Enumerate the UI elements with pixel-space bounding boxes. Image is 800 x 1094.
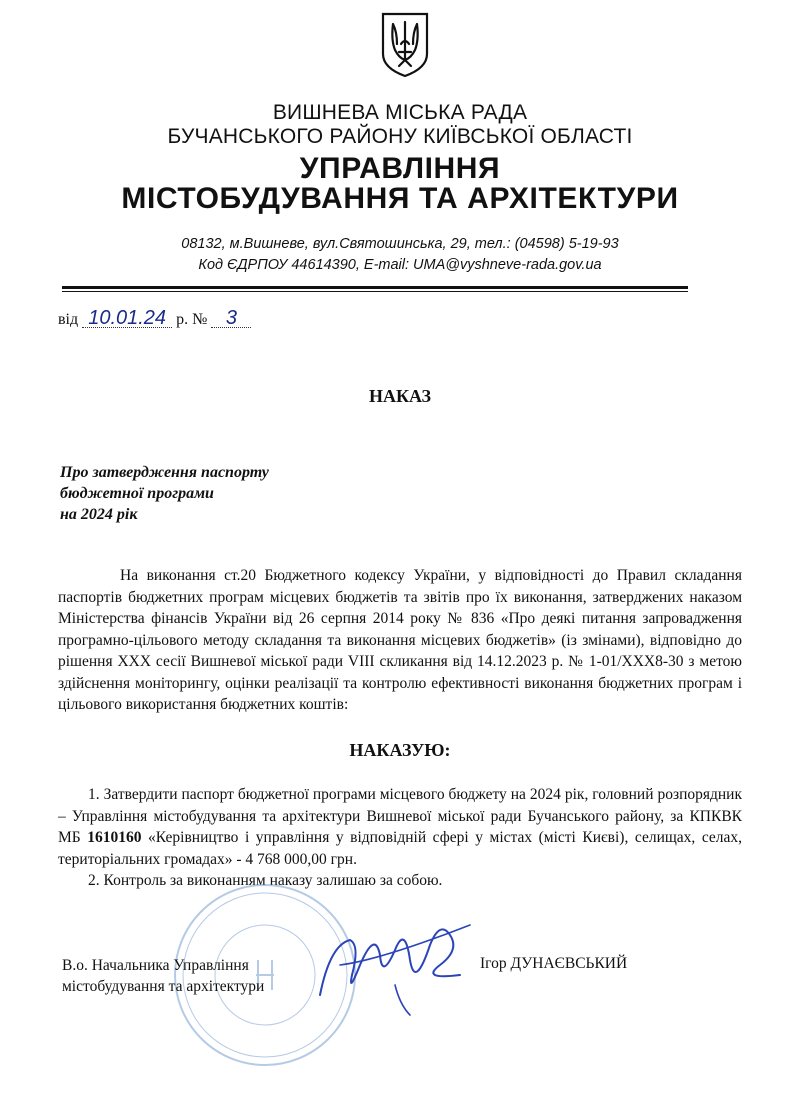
order-heading: НАКАЗУЮ: [349, 740, 451, 760]
header-divider-thick [62, 286, 688, 289]
document-date: 10.01.24 [82, 309, 172, 328]
number-label: р. № [176, 311, 208, 328]
position-line: В.о. Начальника Управління [62, 957, 249, 974]
subject-line: Про затвердження паспорту [60, 464, 269, 481]
item-number: 1. [88, 786, 100, 803]
item-text: Затвердити паспорт бюджетної програми місцевого бюджету на 2024 рік, головний розпорядник – Управління містобудування та архітектури Вишневої міської ради Бучанського району, за КПКВК МБ [58, 786, 742, 846]
item-text: Контроль за виконанням наказу залишаю за собою. [103, 872, 443, 889]
council-district: БУЧАНСЬКОГО РАЙОНУ КИЇВСЬКОЇ ОБЛАСТІ [167, 125, 633, 148]
document-title: НАКАЗ [368, 386, 432, 406]
signatory-position [62, 955, 264, 997]
department-title: УПРАВЛІННЯ [299, 152, 501, 185]
order-items [58, 784, 742, 892]
budget-code: 1610160 [87, 829, 142, 846]
contact-line: Код ЄДРПОУ 44614390, E-mail: UMA@vyshneve-rada.gov.ua [198, 257, 602, 273]
council-name: ВИШНЕВА МІСЬКА РАДА [272, 101, 528, 124]
address-line: 08132, м.Вишневе, вул.Святошинська, 29, тел.: (04598) 5-19-93 [181, 236, 619, 252]
order-item [58, 784, 742, 870]
subject-line: на 2024 рік [60, 506, 138, 523]
department-subtitle: МІСТОБУДУВАННЯ ТА АРХІТЕКТУРИ [121, 182, 679, 215]
coat-of-arms-icon [377, 10, 433, 80]
position-line: містобудування та архітектури [62, 978, 265, 995]
preamble-block [58, 565, 742, 716]
date-prefix: від [58, 311, 79, 328]
document-number: 3 [211, 309, 251, 328]
header-divider-thin [62, 291, 688, 292]
order-item [58, 870, 742, 892]
signatory-name: Ігор ДУНАЄВСЬКИЙ [480, 955, 628, 972]
handwritten-signature [300, 905, 480, 1025]
item-number: 2. [88, 872, 100, 889]
item-text-continued: «Керівництво і управління у відповідній сфері у містах (місті Києві), селищах, селах, територіальних громадах» - 4 768 000,00 грн. [58, 829, 743, 868]
document-subject [60, 462, 269, 525]
subject-line: бюджетної програми [60, 485, 214, 502]
document-dateline [58, 309, 251, 329]
preamble-text: На виконання ст.20 Бюджетного кодексу України, у відповідності до Правил складання паспортів бюджетних програм місцевих бюджетів та звітів про їх виконання, затверджених наказом Міністерства фінансів України від 26 серпня 2014 року № 836 «Про деякі питання запровадження програмно-цільового методу складання та виконання місцевих бюджетів» (із змінами), відповідно до рішення XXX сесії Вишневої міської ради VIII скликання від 14.12.2023 р. № 1-01/XXX8-30 з метою здійснення моніторингу, оцінки реалізації та контролю ефективності виконання бюджетних програм і цільового використання бюджетних коштів: [58, 567, 742, 713]
